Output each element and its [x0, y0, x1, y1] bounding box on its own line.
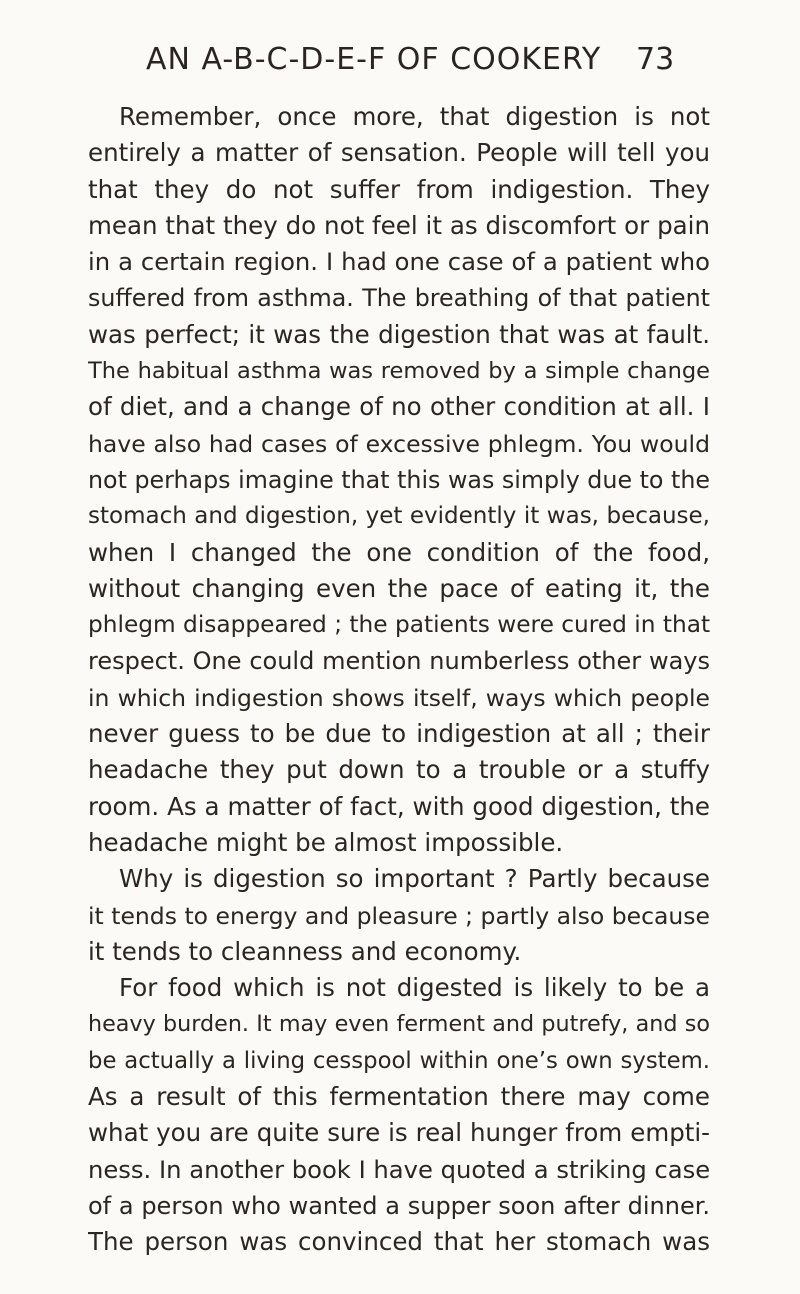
text-line: stomach and digestion, yet evidently it was, because,	[88, 503, 710, 530]
text-line: respect. One could mention numberless other ways	[88, 647, 710, 676]
text-line: in a certain region. I had one case of a patient who	[88, 247, 710, 277]
text-line: The person was convinced that her stomach was	[88, 1227, 710, 1257]
text-line: room. As a matter of fact, with good digestion, the	[88, 791, 710, 821]
text-line: headache they put down to a trouble or a stuffy	[88, 755, 710, 785]
text-line: what you are quite sure is real hunger from empti-	[88, 1118, 710, 1148]
text-line: it tends to cleanness and economy.	[88, 936, 522, 966]
text-line: when I changed the one condition of the food,	[88, 537, 710, 567]
text-line: be actually a living cesspool within one’s own system.	[88, 1047, 710, 1074]
text-line: not perhaps imagine that this was simply due to the	[88, 465, 710, 494]
text-line: For food which is not digested is likely to be a	[119, 973, 710, 1003]
running-head	[0, 42, 800, 92]
text-line: was perfect; it was the digestion that was at fault.	[88, 319, 710, 349]
text-line: of diet, and a change of no other condition at all. I	[88, 392, 710, 422]
text-line: suffered from asthma. The breathing of that patient	[88, 284, 710, 313]
text-line: it tends to energy and pleasure ; partly also because	[88, 901, 710, 930]
text-line: mean that they do not feel it as discomfort or pain	[88, 210, 710, 240]
text-line: The habitual asthma was removed by a simple change	[88, 358, 710, 385]
text-line: headache might be almost impossible.	[88, 827, 564, 857]
running-title: AN A-B-C-D-E-F OF COOKERY	[146, 42, 602, 77]
text-line: never guess to be due to indigestion at all ; their	[88, 719, 710, 749]
text-line: ness. In another book I have quoted a striking case	[88, 1154, 710, 1184]
text-line: without changing even the pace of eating it, the	[88, 573, 710, 603]
text-line: that they do not suffer from indigestion. They	[88, 174, 710, 204]
text-line: Why is digestion so important ? Partly because	[119, 864, 710, 894]
text-line: phlegm disappeared ; the patients were cured in that	[88, 611, 710, 639]
text-line: in which indigestion shows itself, ways which people	[88, 683, 710, 712]
text-line: Remember, once more, that digestion is not	[119, 102, 710, 131]
text-line: entirely a matter of sensation. People will tell you	[88, 138, 710, 168]
body-text	[88, 99, 710, 1261]
text-line: have also had cases of excessive phlegm. You would	[88, 429, 710, 458]
text-line: As a result of this fermentation there may come	[88, 1082, 710, 1112]
page-number: 73	[636, 42, 675, 77]
text-line: of a person who wanted a supper soon after dinner.	[88, 1191, 710, 1220]
text-line: heavy burden. It may even ferment and putrefy, and so	[88, 1011, 710, 1038]
